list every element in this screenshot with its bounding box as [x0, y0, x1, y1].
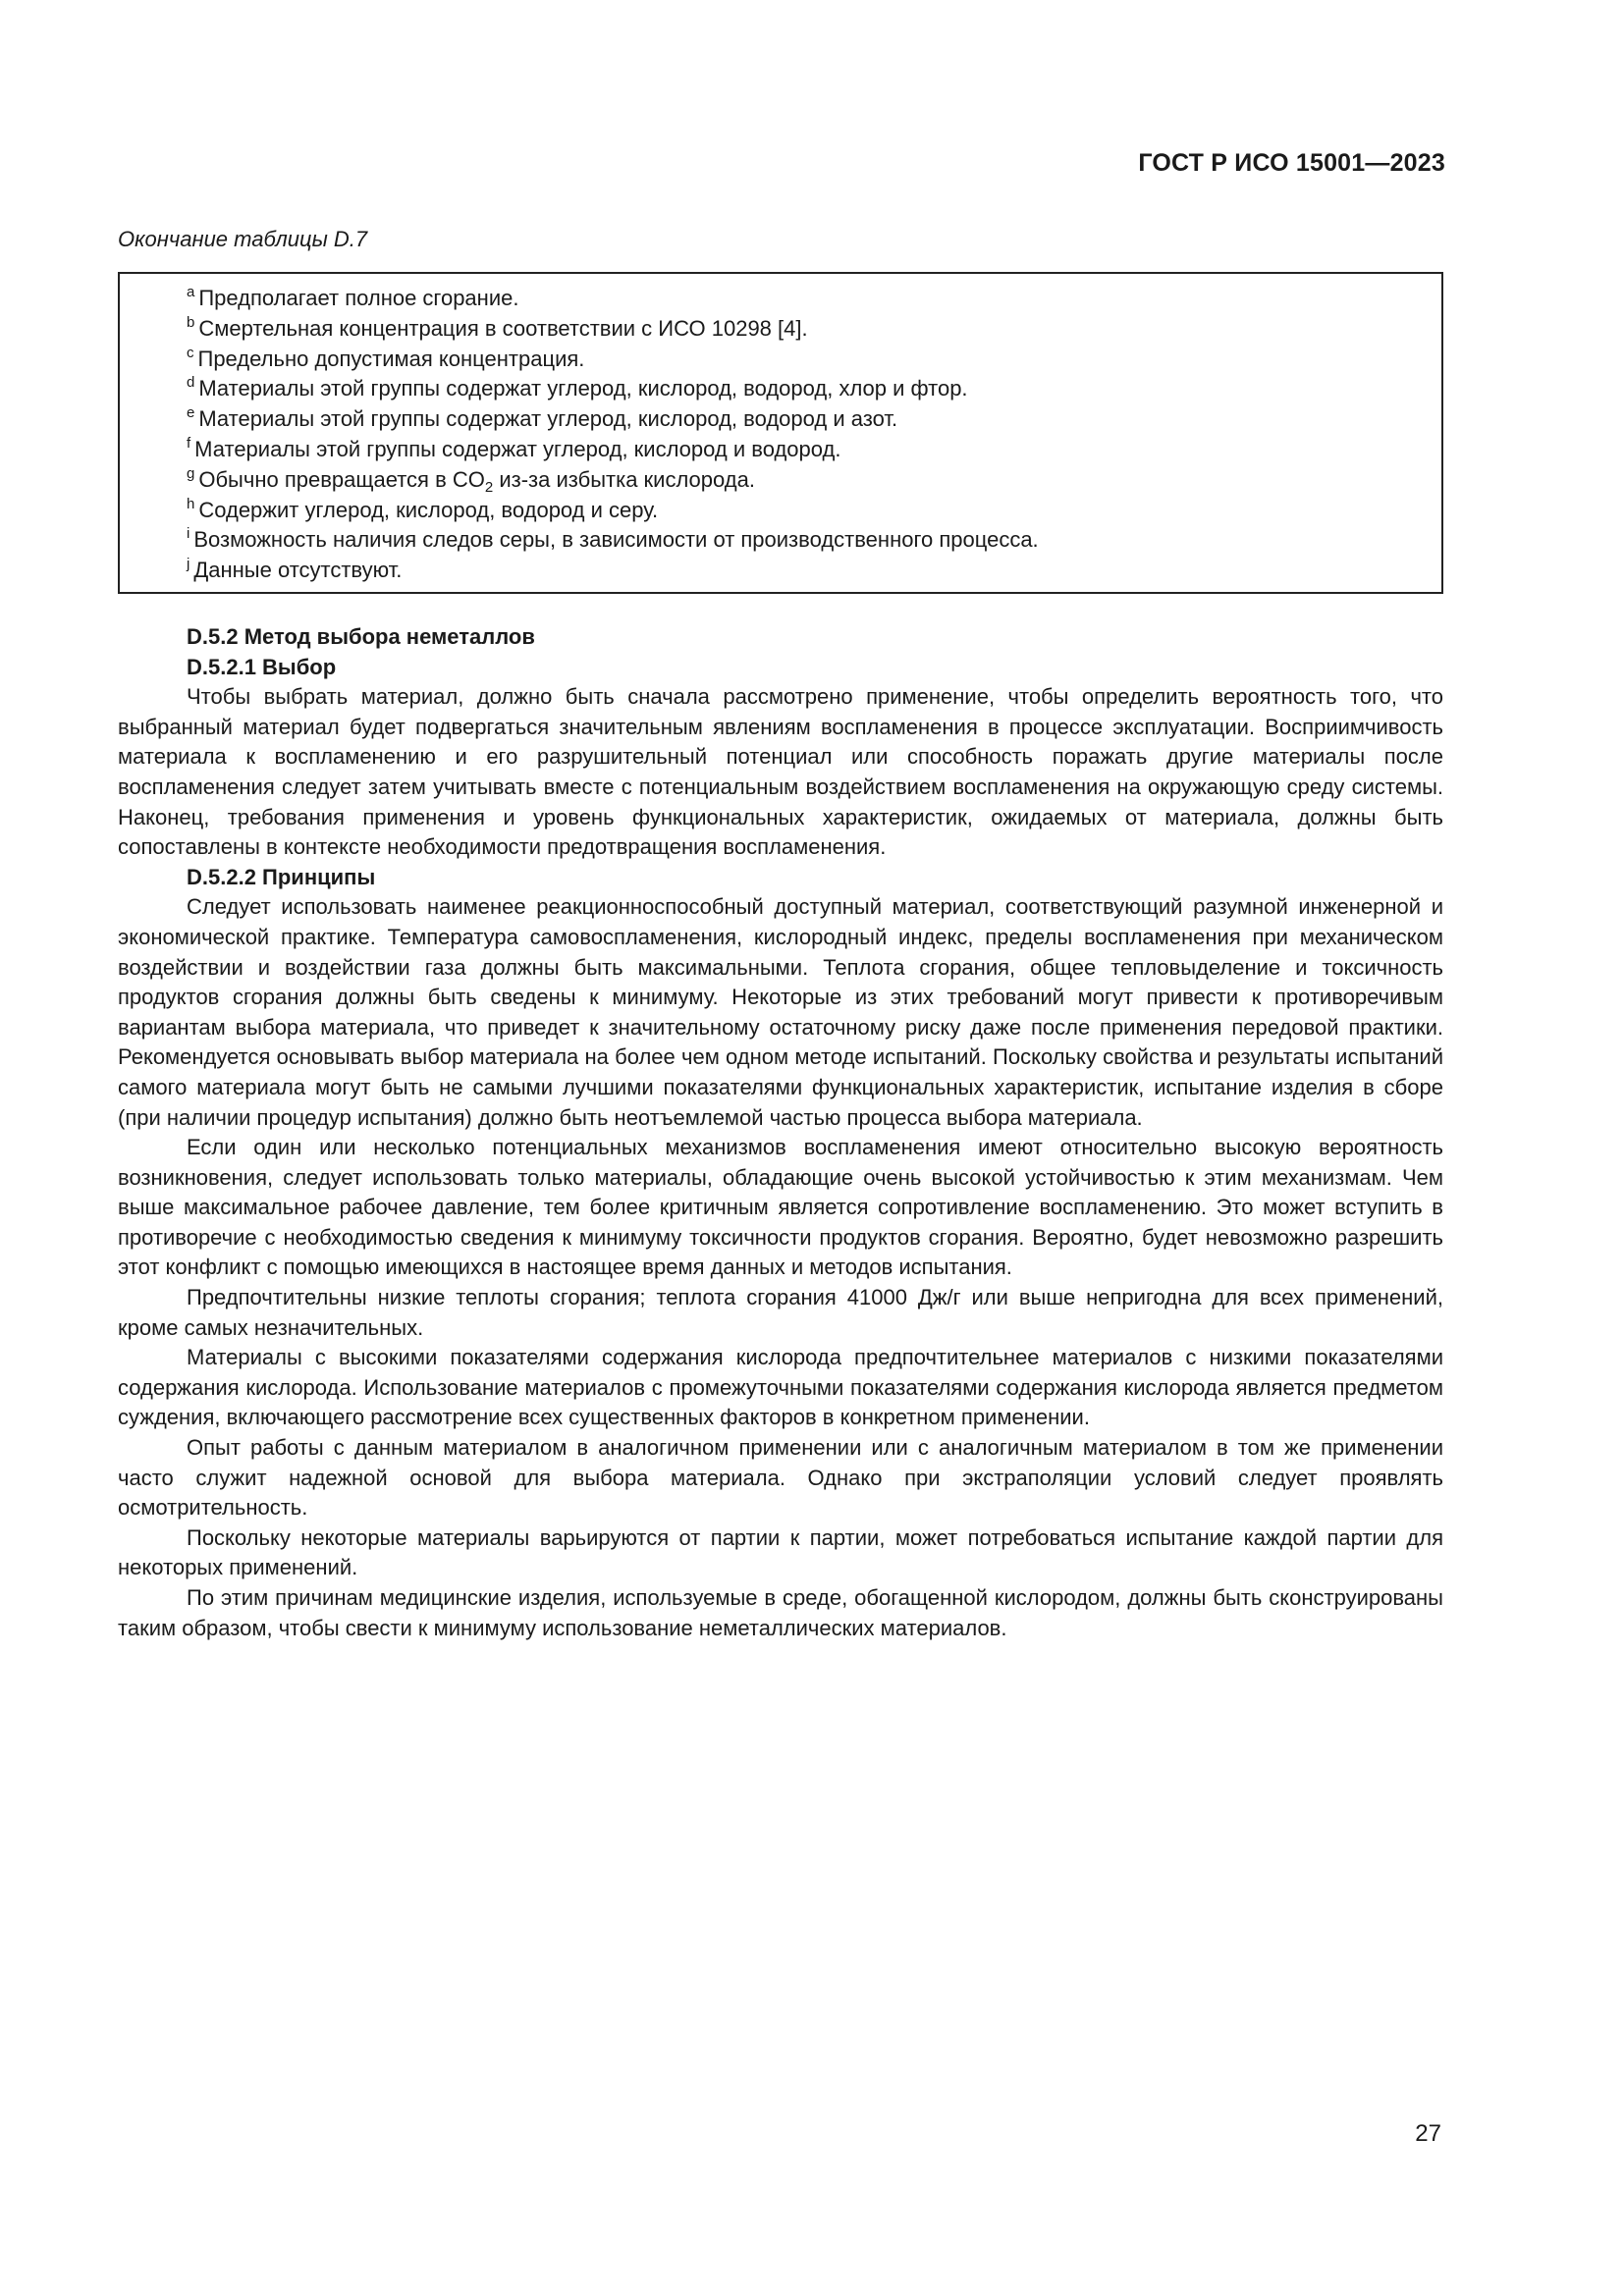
footnote-g: [187, 465, 1441, 496]
paragraph-selection: Чтобы выбрать материал, должно быть сначала рассмотрено применение, чтобы определить вероятность того, что выбранный материал будет подвергаться значительным явлениям воспламенения в процессе эксплуатации. Восприимчивость материала к воспламенению и его разрушительный потенциал или способность поражать другие материалы после воспламенения следует затем учитывать вместе с потенциальным воздействием воспламенения на окружающую среду системы. Наконец, требования применения и уровень функциональных характеристик, ожидаемых от материала, должны быть сопоставлены в контексте необходимости предотвращения воспламенения.: [118, 684, 1443, 860]
footnote-text: Данные отсутствуют.: [193, 558, 403, 583]
section-body: [118, 622, 1443, 1643]
footnote-a: [187, 284, 1441, 314]
footnote-text: Обычно превращается в CO: [198, 466, 485, 492]
footnote-mark: b: [187, 313, 195, 331]
heading-d-5-2: D.5.2 Метод выбора неметаллов: [187, 624, 535, 649]
footnote-h: [187, 496, 1441, 526]
page-number: 27: [1415, 2120, 1441, 2147]
footnote-mark: a: [187, 284, 195, 300]
paragraph-principles-5: Опыт работы с данным материалом в аналогичном применении или с аналогичным материалом в том же применении часто служит надежной основой для выбора материала. Однако при экстраполяции условий следует проявлять осмотрительность.: [118, 1435, 1443, 1521]
footnote-b: [187, 314, 1441, 345]
paragraph-principles-1: Следует использовать наименее реакционноспособный доступный материал, соответствующий разумной инженерной и экономической практике. Температура самовоспламенения, кислородный индекс, пределы воспламенения при механическом воздействии и воздействии газа должны быть максимальными. Теплота сгорания, общее тепловыделение и токсичность продуктов сгорания должны быть сведены к минимуму. Некоторые из этих требований могут привести к противоречивым вариантам выбора материала, что приведет к значительному остаточному риску даже после применения передовой практики. Рекомендуется основывать выбор материала на более чем одном методе испытаний. Поскольку свойства и результаты испытаний самого материала могут быть не самыми лучшими показателями функциональных характеристик, испытание изделия в сборе (при наличии процедур испытания) должно быть неотъемлемой частью процесса выбора материала.: [118, 894, 1443, 1130]
table-continuation-caption: Окончание таблицы D.7: [118, 227, 368, 251]
footnote-subscript: 2: [484, 478, 494, 496]
footnote-text: Предполагает полное сгорание.: [198, 286, 519, 310]
paragraph-principles-7: По этим причинам медицинские изделия, используемые в среде, обогащенной кислородом, должны быть сконструированы таким образом, чтобы свести к минимуму использование неметаллических материалов.: [118, 1585, 1443, 1640]
footnote-f: [187, 435, 1441, 465]
footnote-text: Предельно допустимая концентрация.: [197, 346, 585, 371]
paragraph-principles-6: Поскольку некоторые материалы варьируются от партии к партии, может потребоваться испытание каждой партии для некоторых применений.: [118, 1524, 1443, 1580]
footnote-text: Содержит углерод, кислород, водород и серу.: [198, 497, 659, 522]
paragraph-principles-2: Если один или несколько потенциальных механизмов воспламенения имеют относительно высокую вероятность возникновения, следует использовать только материалы, обладающие очень высокой устойчивостью к этим механизмам. Чем выше максимальное рабочее давление, тем более критичным является сопротивление воспламенению. Это может вступить в противоречие с необходимостью сведения к минимуму токсичности продуктов сгорания. Вероятно, будет невозможно разрешить этот конфликт с помощью имеющихся в настоящее время данных и методов испытания.: [118, 1135, 1443, 1280]
footnote-text: из-за избытка кислорода.: [493, 466, 755, 492]
footnote-mark: g: [187, 464, 195, 482]
heading-d-5-2-1: D.5.2.1 Выбор: [187, 654, 337, 679]
footnote-text: Материалы этой группы содержат углерод, кислород, водород, хлор и фтор.: [198, 376, 968, 401]
footnote-mark: f: [187, 434, 191, 452]
footnote-i: [187, 525, 1441, 556]
footnote-text: Смертельная концентрация в соответствии с ИСО 10298 [4].: [198, 315, 808, 341]
footnote-mark: e: [187, 404, 195, 422]
footnote-text: Возможность наличия следов серы, в зависимости от производственного процесса.: [193, 527, 1039, 553]
footnote-mark: h: [187, 495, 195, 512]
footnote-mark: d: [187, 374, 195, 392]
footnote-mark: i: [187, 525, 190, 543]
footnote-j: [187, 556, 1441, 586]
heading-d-5-2-2: D.5.2.2 Принципы: [187, 864, 376, 889]
footnote-text: Материалы этой группы содержат углерод, кислород, водород и азот.: [198, 406, 898, 432]
footnote-mark: j: [187, 556, 190, 573]
footnote-c: [187, 345, 1441, 375]
table-footnotes-box: [118, 272, 1443, 594]
paragraph-principles-3: Предпочтительны низкие теплоты сгорания; теплота сгорания 41000 Дж/г или выше непригодна для всех применений, кроме самых незначительных.: [118, 1285, 1443, 1340]
footnote-mark: c: [187, 344, 194, 361]
footnote-e: [187, 404, 1441, 435]
paragraph-principles-4: Материалы с высокими показателями содержания кислорода предпочтительнее материалов с низкими показателями содержания кислорода. Использование материалов с промежуточными показателями содержания кислорода является предметом суждения, включающего рассмотрение всех существенных факторов в конкретном применении.: [118, 1345, 1443, 1430]
footnote-text: Материалы этой группы содержат углерод, кислород и водород.: [194, 436, 841, 461]
footnote-d: [187, 374, 1441, 404]
document-header: ГОСТ Р ИСО 15001—2023: [1138, 149, 1445, 177]
